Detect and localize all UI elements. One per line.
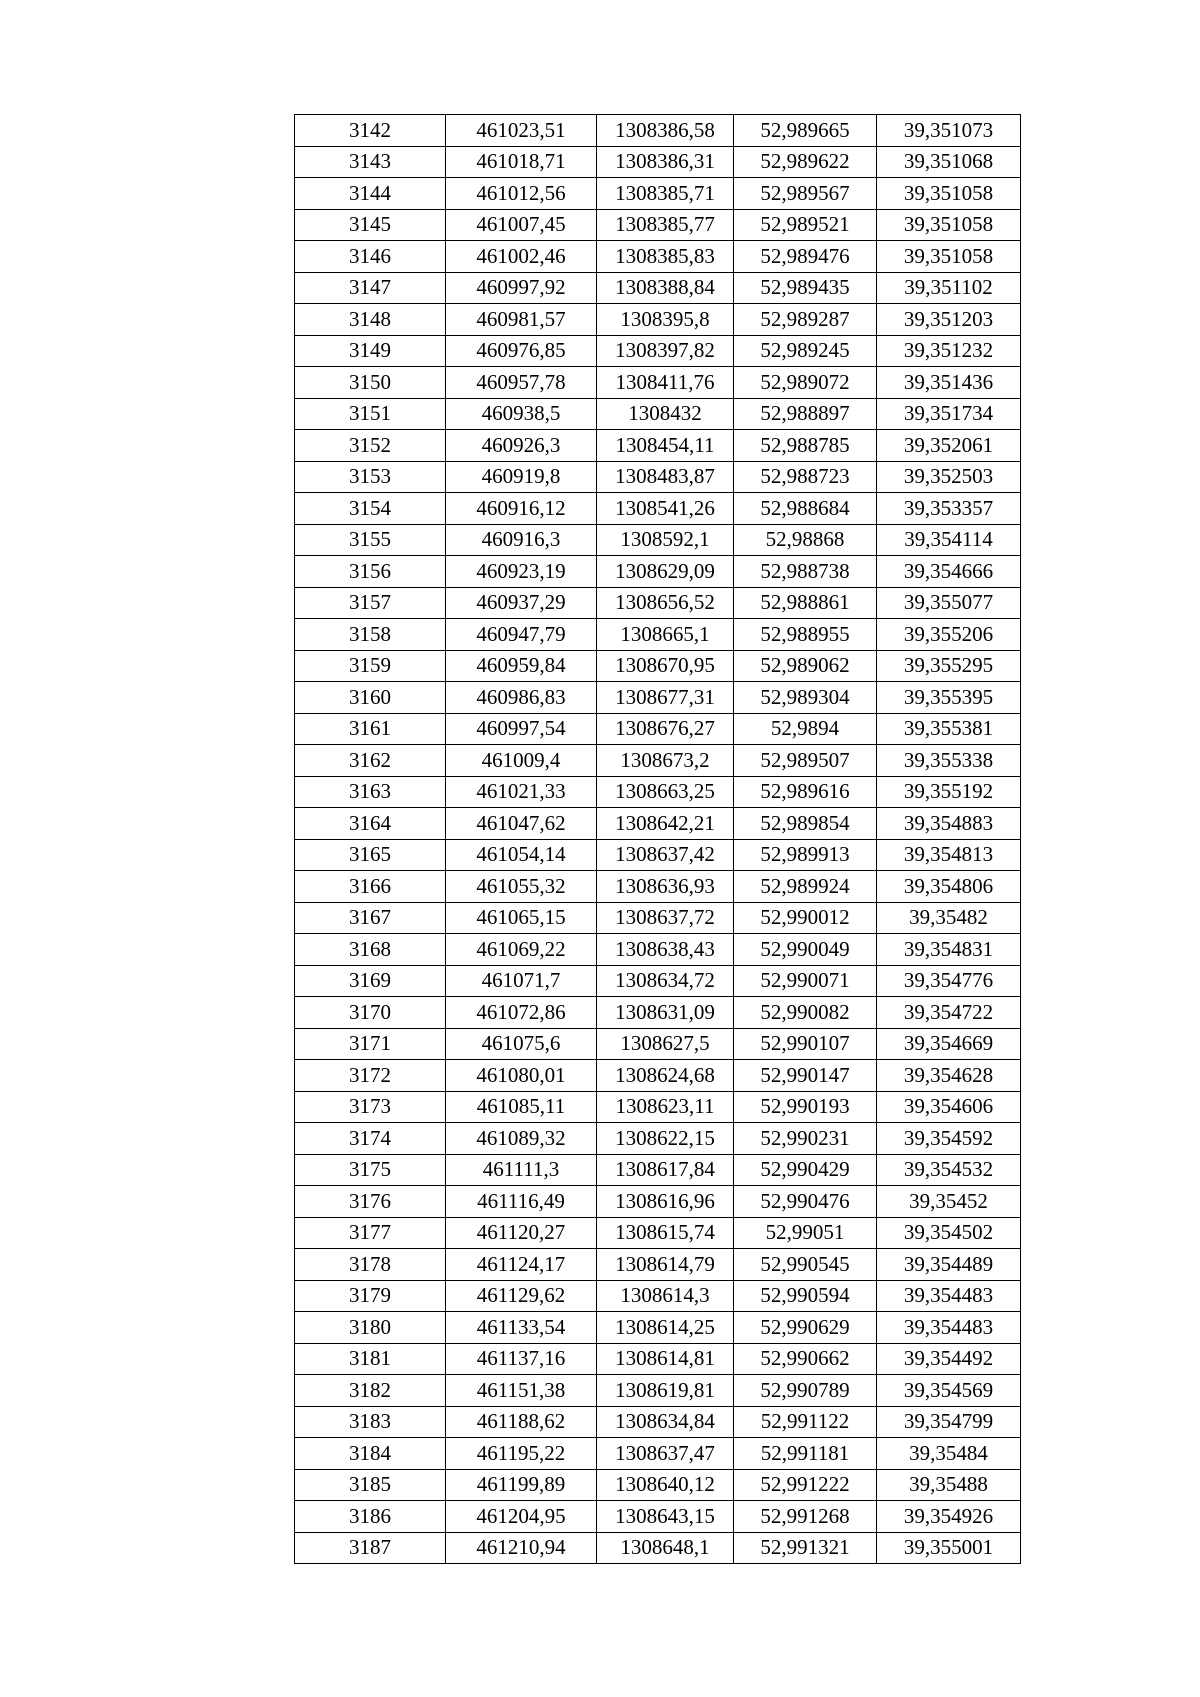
latitude-cell: 52,991268 xyxy=(734,1501,877,1533)
table-row xyxy=(295,808,1021,840)
y-coordinate-cell: 1308636,93 xyxy=(597,871,734,903)
longitude-cell: 39,354799 xyxy=(877,1406,1021,1438)
table-row xyxy=(295,745,1021,777)
y-coordinate-cell: 1308541,26 xyxy=(597,493,734,525)
latitude-cell: 52,989435 xyxy=(734,272,877,304)
longitude-cell: 39,351058 xyxy=(877,209,1021,241)
point-number-cell: 3185 xyxy=(295,1469,446,1501)
latitude-cell: 52,991122 xyxy=(734,1406,877,1438)
point-number-cell: 3181 xyxy=(295,1343,446,1375)
latitude-cell: 52,990629 xyxy=(734,1312,877,1344)
y-coordinate-cell: 1308388,84 xyxy=(597,272,734,304)
y-coordinate-cell: 1308623,11 xyxy=(597,1091,734,1123)
point-number-cell: 3147 xyxy=(295,272,446,304)
latitude-cell: 52,989245 xyxy=(734,335,877,367)
table-row xyxy=(295,1343,1021,1375)
table-row xyxy=(295,209,1021,241)
latitude-cell: 52,989507 xyxy=(734,745,877,777)
x-coordinate-cell: 460959,84 xyxy=(446,650,597,682)
y-coordinate-cell: 1308411,76 xyxy=(597,367,734,399)
table-row xyxy=(295,304,1021,336)
table-row xyxy=(295,871,1021,903)
y-coordinate-cell: 1308638,43 xyxy=(597,934,734,966)
longitude-cell: 39,354722 xyxy=(877,997,1021,1029)
longitude-cell: 39,354492 xyxy=(877,1343,1021,1375)
table-row xyxy=(295,335,1021,367)
y-coordinate-cell: 1308677,31 xyxy=(597,682,734,714)
latitude-cell: 52,989304 xyxy=(734,682,877,714)
point-number-cell: 3159 xyxy=(295,650,446,682)
x-coordinate-cell: 461071,7 xyxy=(446,965,597,997)
y-coordinate-cell: 1308663,25 xyxy=(597,776,734,808)
table-row xyxy=(295,1532,1021,1564)
latitude-cell: 52,989616 xyxy=(734,776,877,808)
y-coordinate-cell: 1308676,27 xyxy=(597,713,734,745)
x-coordinate-cell: 461023,51 xyxy=(446,115,597,147)
y-coordinate-cell: 1308385,77 xyxy=(597,209,734,241)
table-row xyxy=(295,556,1021,588)
longitude-cell: 39,354926 xyxy=(877,1501,1021,1533)
x-coordinate-cell: 460937,29 xyxy=(446,587,597,619)
point-number-cell: 3169 xyxy=(295,965,446,997)
y-coordinate-cell: 1308622,15 xyxy=(597,1123,734,1155)
point-number-cell: 3187 xyxy=(295,1532,446,1564)
longitude-cell: 39,35482 xyxy=(877,902,1021,934)
longitude-cell: 39,355395 xyxy=(877,682,1021,714)
point-number-cell: 3157 xyxy=(295,587,446,619)
longitude-cell: 39,35452 xyxy=(877,1186,1021,1218)
longitude-cell: 39,352061 xyxy=(877,430,1021,462)
y-coordinate-cell: 1308483,87 xyxy=(597,461,734,493)
table-row xyxy=(295,1091,1021,1123)
longitude-cell: 39,354776 xyxy=(877,965,1021,997)
x-coordinate-cell: 461129,62 xyxy=(446,1280,597,1312)
table-row xyxy=(295,398,1021,430)
point-number-cell: 3154 xyxy=(295,493,446,525)
longitude-cell: 39,354532 xyxy=(877,1154,1021,1186)
y-coordinate-cell: 1308616,96 xyxy=(597,1186,734,1218)
point-number-cell: 3143 xyxy=(295,146,446,178)
latitude-cell: 52,990147 xyxy=(734,1060,877,1092)
x-coordinate-cell: 461080,01 xyxy=(446,1060,597,1092)
latitude-cell: 52,990082 xyxy=(734,997,877,1029)
table-row xyxy=(295,115,1021,147)
y-coordinate-cell: 1308637,47 xyxy=(597,1438,734,1470)
point-number-cell: 3176 xyxy=(295,1186,446,1218)
latitude-cell: 52,990789 xyxy=(734,1375,877,1407)
point-number-cell: 3155 xyxy=(295,524,446,556)
table-row xyxy=(295,965,1021,997)
table-row xyxy=(295,461,1021,493)
table-row xyxy=(295,776,1021,808)
y-coordinate-cell: 1308385,71 xyxy=(597,178,734,210)
table-row xyxy=(295,650,1021,682)
x-coordinate-cell: 461111,3 xyxy=(446,1154,597,1186)
latitude-cell: 52,989521 xyxy=(734,209,877,241)
table-row xyxy=(295,272,1021,304)
longitude-cell: 39,355295 xyxy=(877,650,1021,682)
latitude-cell: 52,989476 xyxy=(734,241,877,273)
table-row xyxy=(295,1280,1021,1312)
table-row xyxy=(295,1123,1021,1155)
x-coordinate-cell: 460916,3 xyxy=(446,524,597,556)
point-number-cell: 3186 xyxy=(295,1501,446,1533)
table-row xyxy=(295,619,1021,651)
longitude-cell: 39,354483 xyxy=(877,1312,1021,1344)
point-number-cell: 3168 xyxy=(295,934,446,966)
y-coordinate-cell: 1308629,09 xyxy=(597,556,734,588)
point-number-cell: 3183 xyxy=(295,1406,446,1438)
latitude-cell: 52,990429 xyxy=(734,1154,877,1186)
latitude-cell: 52,990193 xyxy=(734,1091,877,1123)
latitude-cell: 52,989062 xyxy=(734,650,877,682)
x-coordinate-cell: 461072,86 xyxy=(446,997,597,1029)
latitude-cell: 52,990231 xyxy=(734,1123,877,1155)
table-row xyxy=(295,839,1021,871)
table-row xyxy=(295,1249,1021,1281)
table-row xyxy=(295,934,1021,966)
longitude-cell: 39,351203 xyxy=(877,304,1021,336)
y-coordinate-cell: 1308670,95 xyxy=(597,650,734,682)
latitude-cell: 52,989622 xyxy=(734,146,877,178)
coordinates-table xyxy=(294,114,1021,1564)
y-coordinate-cell: 1308624,68 xyxy=(597,1060,734,1092)
x-coordinate-cell: 461075,6 xyxy=(446,1028,597,1060)
x-coordinate-cell: 461002,46 xyxy=(446,241,597,273)
y-coordinate-cell: 1308615,74 xyxy=(597,1217,734,1249)
latitude-cell: 52,99051 xyxy=(734,1217,877,1249)
latitude-cell: 52,988738 xyxy=(734,556,877,588)
table-row xyxy=(295,1060,1021,1092)
latitude-cell: 52,9894 xyxy=(734,713,877,745)
coordinates-table-body xyxy=(295,115,1021,1564)
point-number-cell: 3171 xyxy=(295,1028,446,1060)
y-coordinate-cell: 1308614,81 xyxy=(597,1343,734,1375)
longitude-cell: 39,355381 xyxy=(877,713,1021,745)
y-coordinate-cell: 1308631,09 xyxy=(597,997,734,1029)
x-coordinate-cell: 460957,78 xyxy=(446,367,597,399)
longitude-cell: 39,354831 xyxy=(877,934,1021,966)
longitude-cell: 39,351068 xyxy=(877,146,1021,178)
latitude-cell: 52,989913 xyxy=(734,839,877,871)
latitude-cell: 52,988861 xyxy=(734,587,877,619)
latitude-cell: 52,990545 xyxy=(734,1249,877,1281)
x-coordinate-cell: 460938,5 xyxy=(446,398,597,430)
x-coordinate-cell: 461055,32 xyxy=(446,871,597,903)
y-coordinate-cell: 1308642,21 xyxy=(597,808,734,840)
longitude-cell: 39,35488 xyxy=(877,1469,1021,1501)
longitude-cell: 39,352503 xyxy=(877,461,1021,493)
y-coordinate-cell: 1308395,8 xyxy=(597,304,734,336)
latitude-cell: 52,990594 xyxy=(734,1280,877,1312)
longitude-cell: 39,354806 xyxy=(877,871,1021,903)
longitude-cell: 39,354489 xyxy=(877,1249,1021,1281)
y-coordinate-cell: 1308614,3 xyxy=(597,1280,734,1312)
longitude-cell: 39,351734 xyxy=(877,398,1021,430)
y-coordinate-cell: 1308617,84 xyxy=(597,1154,734,1186)
point-number-cell: 3182 xyxy=(295,1375,446,1407)
y-coordinate-cell: 1308634,72 xyxy=(597,965,734,997)
y-coordinate-cell: 1308627,5 xyxy=(597,1028,734,1060)
longitude-cell: 39,351232 xyxy=(877,335,1021,367)
point-number-cell: 3150 xyxy=(295,367,446,399)
x-coordinate-cell: 461199,89 xyxy=(446,1469,597,1501)
y-coordinate-cell: 1308454,11 xyxy=(597,430,734,462)
table-row xyxy=(295,1028,1021,1060)
point-number-cell: 3148 xyxy=(295,304,446,336)
table-row xyxy=(295,997,1021,1029)
x-coordinate-cell: 461133,54 xyxy=(446,1312,597,1344)
longitude-cell: 39,351058 xyxy=(877,241,1021,273)
table-row xyxy=(295,1312,1021,1344)
longitude-cell: 39,351436 xyxy=(877,367,1021,399)
latitude-cell: 52,990662 xyxy=(734,1343,877,1375)
table-row xyxy=(295,587,1021,619)
table-row xyxy=(295,178,1021,210)
y-coordinate-cell: 1308619,81 xyxy=(597,1375,734,1407)
x-coordinate-cell: 460923,19 xyxy=(446,556,597,588)
latitude-cell: 52,98868 xyxy=(734,524,877,556)
y-coordinate-cell: 1308640,12 xyxy=(597,1469,734,1501)
table-row xyxy=(295,146,1021,178)
latitude-cell: 52,990476 xyxy=(734,1186,877,1218)
table-row xyxy=(295,713,1021,745)
x-coordinate-cell: 461120,27 xyxy=(446,1217,597,1249)
point-number-cell: 3161 xyxy=(295,713,446,745)
latitude-cell: 52,988723 xyxy=(734,461,877,493)
y-coordinate-cell: 1308648,1 xyxy=(597,1532,734,1564)
longitude-cell: 39,355077 xyxy=(877,587,1021,619)
point-number-cell: 3160 xyxy=(295,682,446,714)
latitude-cell: 52,989854 xyxy=(734,808,877,840)
table-row xyxy=(295,367,1021,399)
x-coordinate-cell: 461069,22 xyxy=(446,934,597,966)
y-coordinate-cell: 1308386,58 xyxy=(597,115,734,147)
table-row xyxy=(295,493,1021,525)
x-coordinate-cell: 460947,79 xyxy=(446,619,597,651)
longitude-cell: 39,354669 xyxy=(877,1028,1021,1060)
longitude-cell: 39,351102 xyxy=(877,272,1021,304)
x-coordinate-cell: 460986,83 xyxy=(446,682,597,714)
y-coordinate-cell: 1308614,79 xyxy=(597,1249,734,1281)
point-number-cell: 3152 xyxy=(295,430,446,462)
point-number-cell: 3146 xyxy=(295,241,446,273)
longitude-cell: 39,355206 xyxy=(877,619,1021,651)
point-number-cell: 3149 xyxy=(295,335,446,367)
table-row xyxy=(295,1438,1021,1470)
x-coordinate-cell: 460926,3 xyxy=(446,430,597,462)
point-number-cell: 3173 xyxy=(295,1091,446,1123)
latitude-cell: 52,988785 xyxy=(734,430,877,462)
x-coordinate-cell: 460997,54 xyxy=(446,713,597,745)
latitude-cell: 52,989567 xyxy=(734,178,877,210)
point-number-cell: 3164 xyxy=(295,808,446,840)
point-number-cell: 3142 xyxy=(295,115,446,147)
point-number-cell: 3179 xyxy=(295,1280,446,1312)
longitude-cell: 39,353357 xyxy=(877,493,1021,525)
y-coordinate-cell: 1308397,82 xyxy=(597,335,734,367)
table-row xyxy=(295,1406,1021,1438)
latitude-cell: 52,988955 xyxy=(734,619,877,651)
y-coordinate-cell: 1308656,52 xyxy=(597,587,734,619)
longitude-cell: 39,354483 xyxy=(877,1280,1021,1312)
latitude-cell: 52,989924 xyxy=(734,871,877,903)
x-coordinate-cell: 461124,17 xyxy=(446,1249,597,1281)
point-number-cell: 3156 xyxy=(295,556,446,588)
table-row xyxy=(295,1375,1021,1407)
x-coordinate-cell: 461210,94 xyxy=(446,1532,597,1564)
y-coordinate-cell: 1308432 xyxy=(597,398,734,430)
point-number-cell: 3153 xyxy=(295,461,446,493)
point-number-cell: 3180 xyxy=(295,1312,446,1344)
longitude-cell: 39,355192 xyxy=(877,776,1021,808)
point-number-cell: 3145 xyxy=(295,209,446,241)
x-coordinate-cell: 460916,12 xyxy=(446,493,597,525)
latitude-cell: 52,990071 xyxy=(734,965,877,997)
longitude-cell: 39,355001 xyxy=(877,1532,1021,1564)
point-number-cell: 3162 xyxy=(295,745,446,777)
x-coordinate-cell: 460981,57 xyxy=(446,304,597,336)
longitude-cell: 39,354592 xyxy=(877,1123,1021,1155)
latitude-cell: 52,991321 xyxy=(734,1532,877,1564)
longitude-cell: 39,351058 xyxy=(877,178,1021,210)
latitude-cell: 52,989072 xyxy=(734,367,877,399)
x-coordinate-cell: 461089,32 xyxy=(446,1123,597,1155)
x-coordinate-cell: 461204,95 xyxy=(446,1501,597,1533)
longitude-cell: 39,354606 xyxy=(877,1091,1021,1123)
table-row xyxy=(295,1217,1021,1249)
table-row xyxy=(295,524,1021,556)
point-number-cell: 3158 xyxy=(295,619,446,651)
x-coordinate-cell: 461188,62 xyxy=(446,1406,597,1438)
longitude-cell: 39,351073 xyxy=(877,115,1021,147)
x-coordinate-cell: 461065,15 xyxy=(446,902,597,934)
point-number-cell: 3170 xyxy=(295,997,446,1029)
longitude-cell: 39,35484 xyxy=(877,1438,1021,1470)
point-number-cell: 3174 xyxy=(295,1123,446,1155)
y-coordinate-cell: 1308643,15 xyxy=(597,1501,734,1533)
x-coordinate-cell: 460976,85 xyxy=(446,335,597,367)
point-number-cell: 3178 xyxy=(295,1249,446,1281)
table-row xyxy=(295,902,1021,934)
table-row xyxy=(295,1154,1021,1186)
table-row xyxy=(295,1469,1021,1501)
longitude-cell: 39,355338 xyxy=(877,745,1021,777)
x-coordinate-cell: 461195,22 xyxy=(446,1438,597,1470)
x-coordinate-cell: 461047,62 xyxy=(446,808,597,840)
x-coordinate-cell: 460919,8 xyxy=(446,461,597,493)
point-number-cell: 3163 xyxy=(295,776,446,808)
latitude-cell: 52,991222 xyxy=(734,1469,877,1501)
x-coordinate-cell: 461018,71 xyxy=(446,146,597,178)
point-number-cell: 3166 xyxy=(295,871,446,903)
latitude-cell: 52,989287 xyxy=(734,304,877,336)
x-coordinate-cell: 461137,16 xyxy=(446,1343,597,1375)
x-coordinate-cell: 461116,49 xyxy=(446,1186,597,1218)
x-coordinate-cell: 461012,56 xyxy=(446,178,597,210)
y-coordinate-cell: 1308634,84 xyxy=(597,1406,734,1438)
latitude-cell: 52,988684 xyxy=(734,493,877,525)
longitude-cell: 39,354628 xyxy=(877,1060,1021,1092)
longitude-cell: 39,354502 xyxy=(877,1217,1021,1249)
y-coordinate-cell: 1308385,83 xyxy=(597,241,734,273)
y-coordinate-cell: 1308673,2 xyxy=(597,745,734,777)
longitude-cell: 39,354813 xyxy=(877,839,1021,871)
point-number-cell: 3175 xyxy=(295,1154,446,1186)
longitude-cell: 39,354569 xyxy=(877,1375,1021,1407)
x-coordinate-cell: 461007,45 xyxy=(446,209,597,241)
point-number-cell: 3144 xyxy=(295,178,446,210)
latitude-cell: 52,991181 xyxy=(734,1438,877,1470)
x-coordinate-cell: 461085,11 xyxy=(446,1091,597,1123)
point-number-cell: 3172 xyxy=(295,1060,446,1092)
table-row xyxy=(295,241,1021,273)
point-number-cell: 3165 xyxy=(295,839,446,871)
y-coordinate-cell: 1308665,1 xyxy=(597,619,734,651)
longitude-cell: 39,354666 xyxy=(877,556,1021,588)
latitude-cell: 52,990012 xyxy=(734,902,877,934)
longitude-cell: 39,354114 xyxy=(877,524,1021,556)
point-number-cell: 3177 xyxy=(295,1217,446,1249)
latitude-cell: 52,990049 xyxy=(734,934,877,966)
y-coordinate-cell: 1308637,72 xyxy=(597,902,734,934)
x-coordinate-cell: 461009,4 xyxy=(446,745,597,777)
y-coordinate-cell: 1308637,42 xyxy=(597,839,734,871)
x-coordinate-cell: 461151,38 xyxy=(446,1375,597,1407)
table-row xyxy=(295,1186,1021,1218)
latitude-cell: 52,988897 xyxy=(734,398,877,430)
y-coordinate-cell: 1308592,1 xyxy=(597,524,734,556)
table-row xyxy=(295,682,1021,714)
latitude-cell: 52,990107 xyxy=(734,1028,877,1060)
latitude-cell: 52,989665 xyxy=(734,115,877,147)
table-row xyxy=(295,1501,1021,1533)
x-coordinate-cell: 461054,14 xyxy=(446,839,597,871)
point-number-cell: 3167 xyxy=(295,902,446,934)
point-number-cell: 3184 xyxy=(295,1438,446,1470)
y-coordinate-cell: 1308614,25 xyxy=(597,1312,734,1344)
y-coordinate-cell: 1308386,31 xyxy=(597,146,734,178)
x-coordinate-cell: 461021,33 xyxy=(446,776,597,808)
longitude-cell: 39,354883 xyxy=(877,808,1021,840)
point-number-cell: 3151 xyxy=(295,398,446,430)
x-coordinate-cell: 460997,92 xyxy=(446,272,597,304)
table-row xyxy=(295,430,1021,462)
